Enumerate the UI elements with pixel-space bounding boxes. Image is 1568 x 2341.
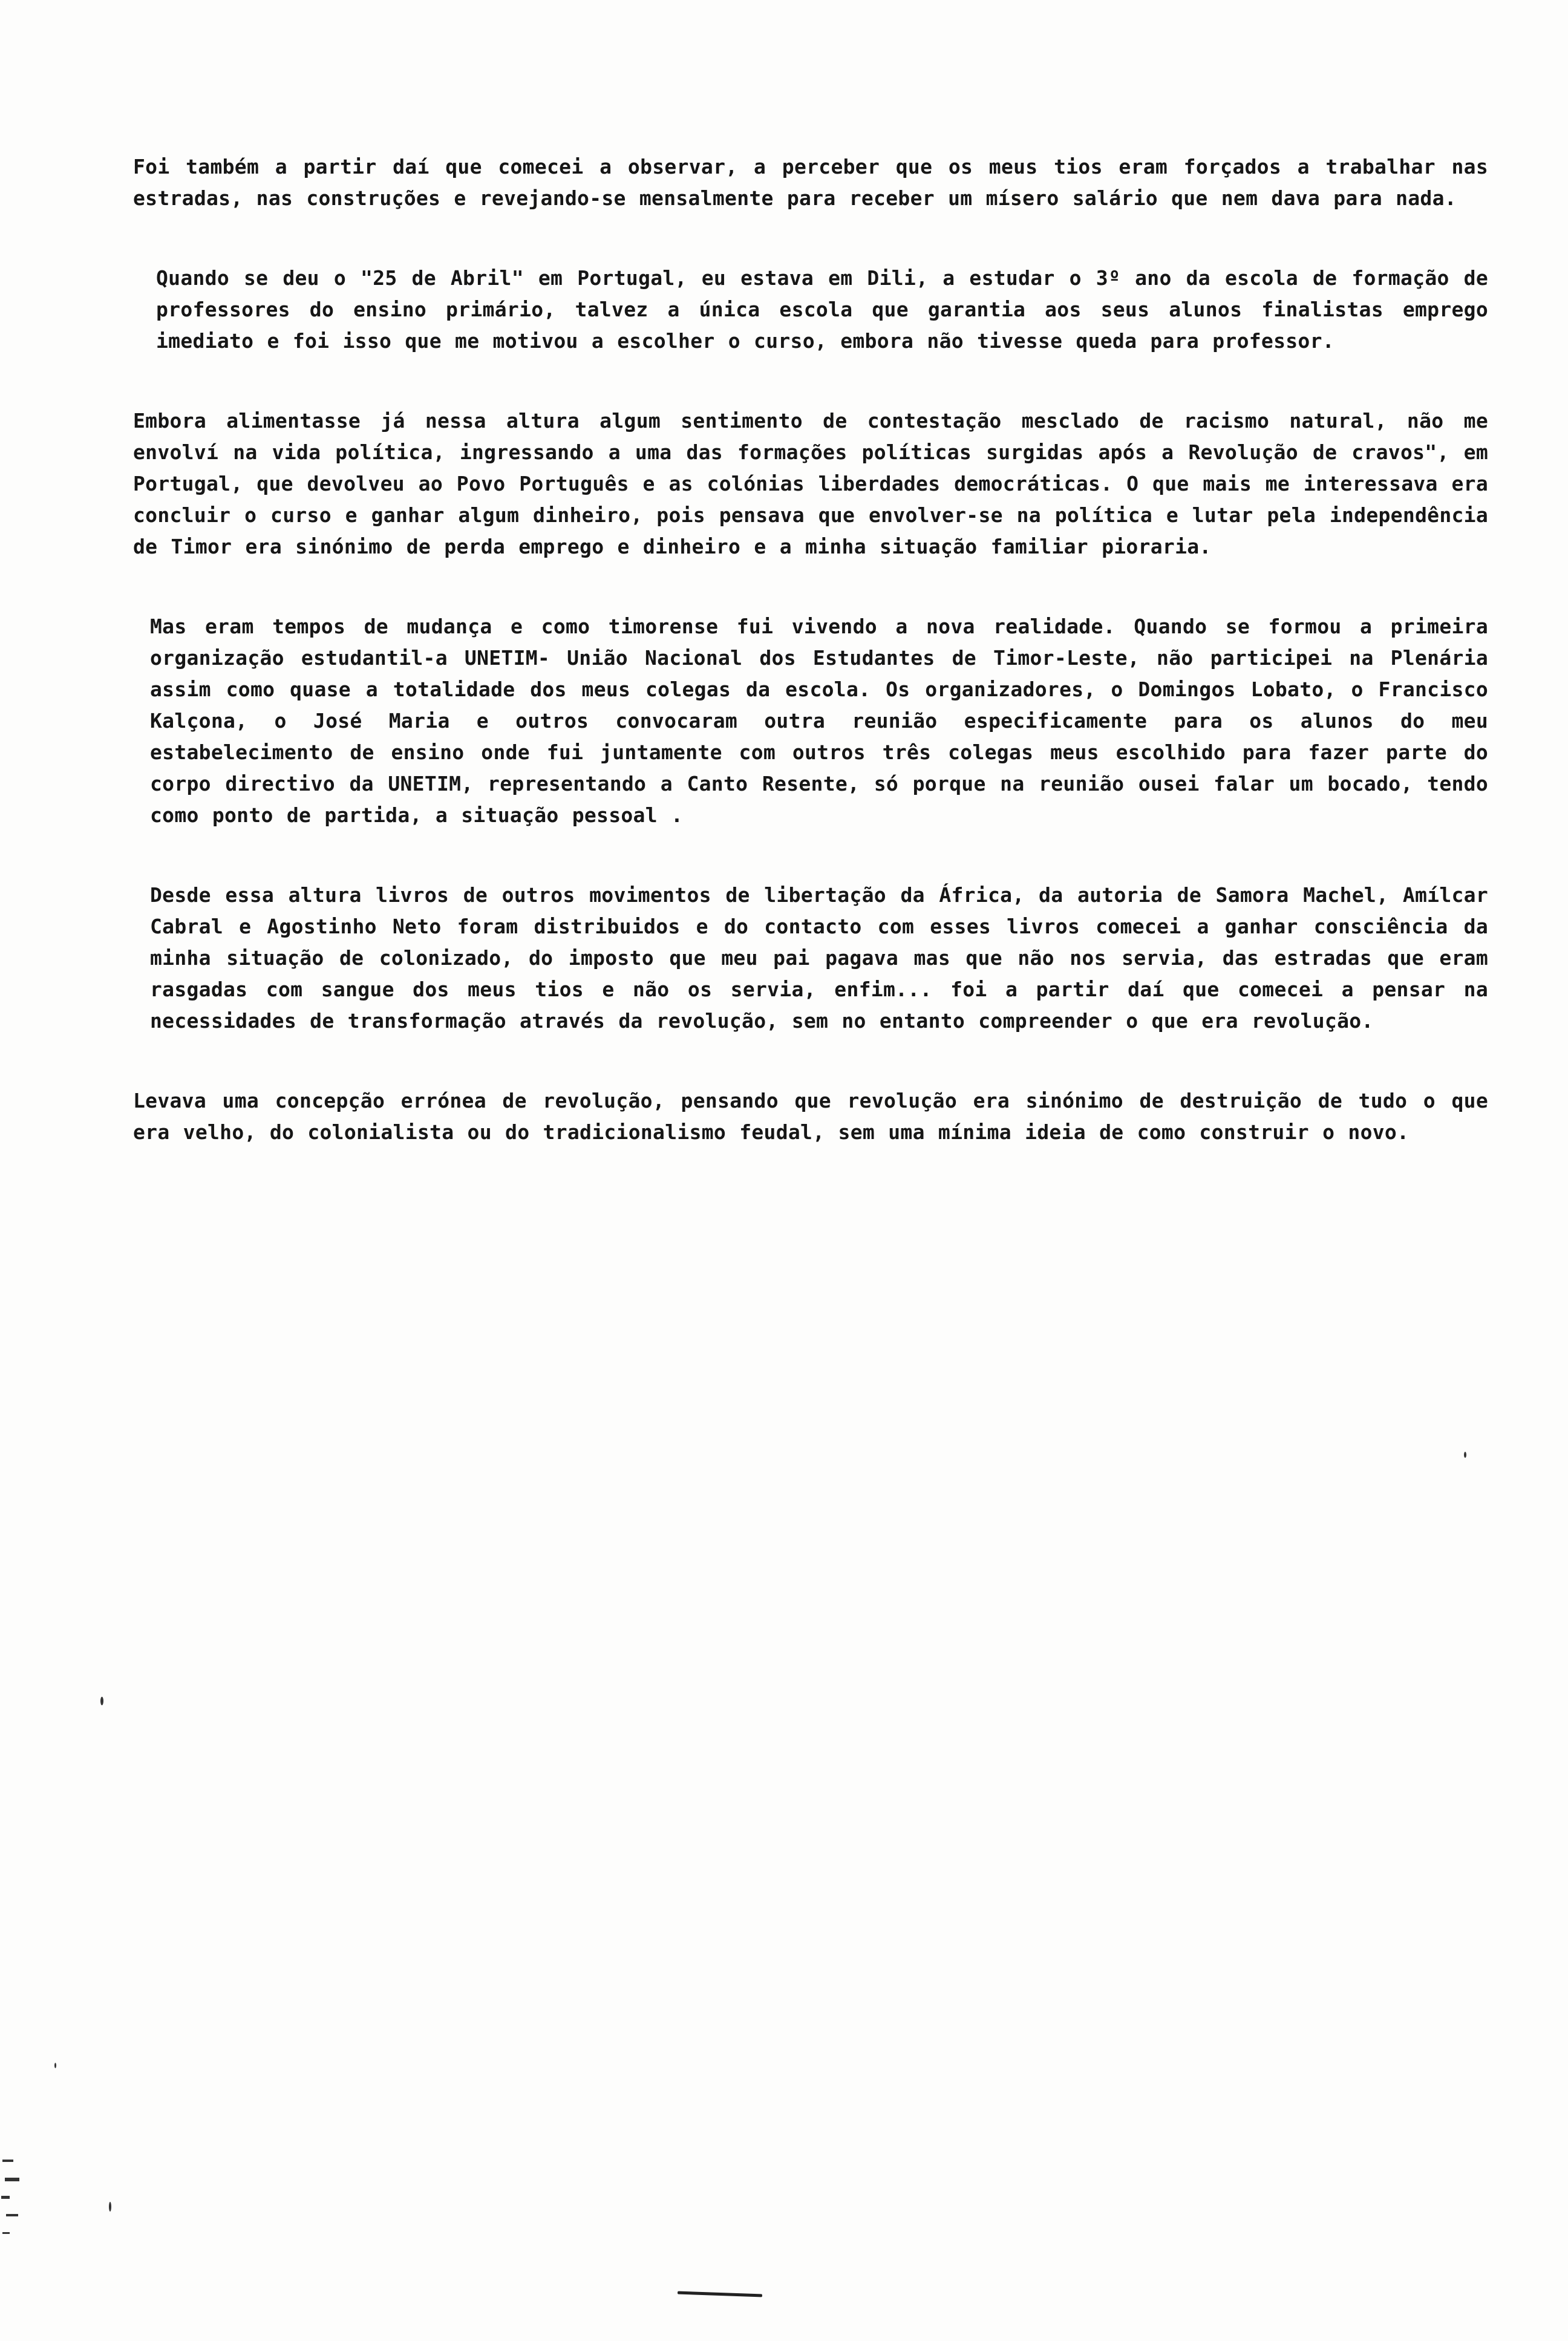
paragraph-5: Desde essa altura livros de outros movimentos de libertação da África, da autoria de Samora Machel, Amílcar Cabral e Agostinho Neto foram distribuidos e do contacto com esses livros comecei a ganhar consciência da minha situação de colonizado, do imposto que meu pai pagava mas que não nos servia, das estradas que eram rasgadas com sangue dos meus tios e não os servia, enfim... foi a partir daí que comecei a pensar na necessidades de transformação através da revolução, sem no entanto compreender o que era revolução. (150, 883, 1488, 1033)
typed-text-body (133, 151, 1488, 1197)
ink-speck (109, 2202, 111, 2212)
scan-edge-marks (0, 2153, 24, 2250)
paragraph-2: Quando se deu o "25 de Abril" em Portugal, eu estava em Dili, a estudar o 3º ano da escola de formação de professores do ensino primário, talvez a única escola que garantia aos seus alunos finalistas emprego imediato e foi isso que me motivou a escolher o curso, embora não tivesse queda para professor. (156, 266, 1488, 353)
paragraph-1: Foi também a partir daí que comecei a observar, a perceber que os meus tios eram forçados a trabalhar nas estradas, nas construções e revejando-se mensalmente para receber um mísero salário que nem dava para nada. (133, 155, 1488, 210)
paragraph-4: Mas eram tempos de mudança e como timorense fui vivendo a nova realidade. Quando se formou a primeira organização estudantil-a UNETIM- União Nacional dos Estudantes de Timor-Leste, não participei na Plenária assim como quase a totalidade dos meus colegas da escola. Os organizadores, o Domingos Lobato, o Francisco Kalçona, o José Maria e outros convocaram outra reunião especificamente para os alunos do meu estabelecimento de ensino onde fui juntamente com outros três colegas meus escolhido para fazer parte do corpo directivo da UNETIM, representando a Canto Resente, só porque na reunião ousei falar um bocado, tendo como ponto de partida, a situação pessoal . (150, 615, 1488, 827)
paragraph-6: Levava uma concepção errónea de revolução, pensando que revolução era sinónimo de destruição de tudo o que era velho, do colonialista ou do tradicionalismo feudal, sem uma mínima ideia de como construir o novo. (133, 1089, 1488, 1144)
paragraph-3: Embora alimentasse já nessa altura algum sentimento de contestação mesclado de racismo natural, não me envolví na vida política, ingressando a uma das formações políticas surgidas após a Revolução de cravos", em Portugal, que devolveu ao Povo Português e as colónias liberdades democráticas. O que mais me interessava era concluir o curso e ganhar algum dinheiro, pois pensava que envolver-se na política e lutar pela independência de Timor era sinónimo de perda emprego e dinheiro e a minha situação familiar pioraria. (133, 409, 1488, 558)
ink-speck (54, 2063, 56, 2068)
ink-speck (100, 1697, 103, 1705)
page-end-dash (678, 2291, 762, 2297)
ink-speck (1464, 1452, 1466, 1458)
